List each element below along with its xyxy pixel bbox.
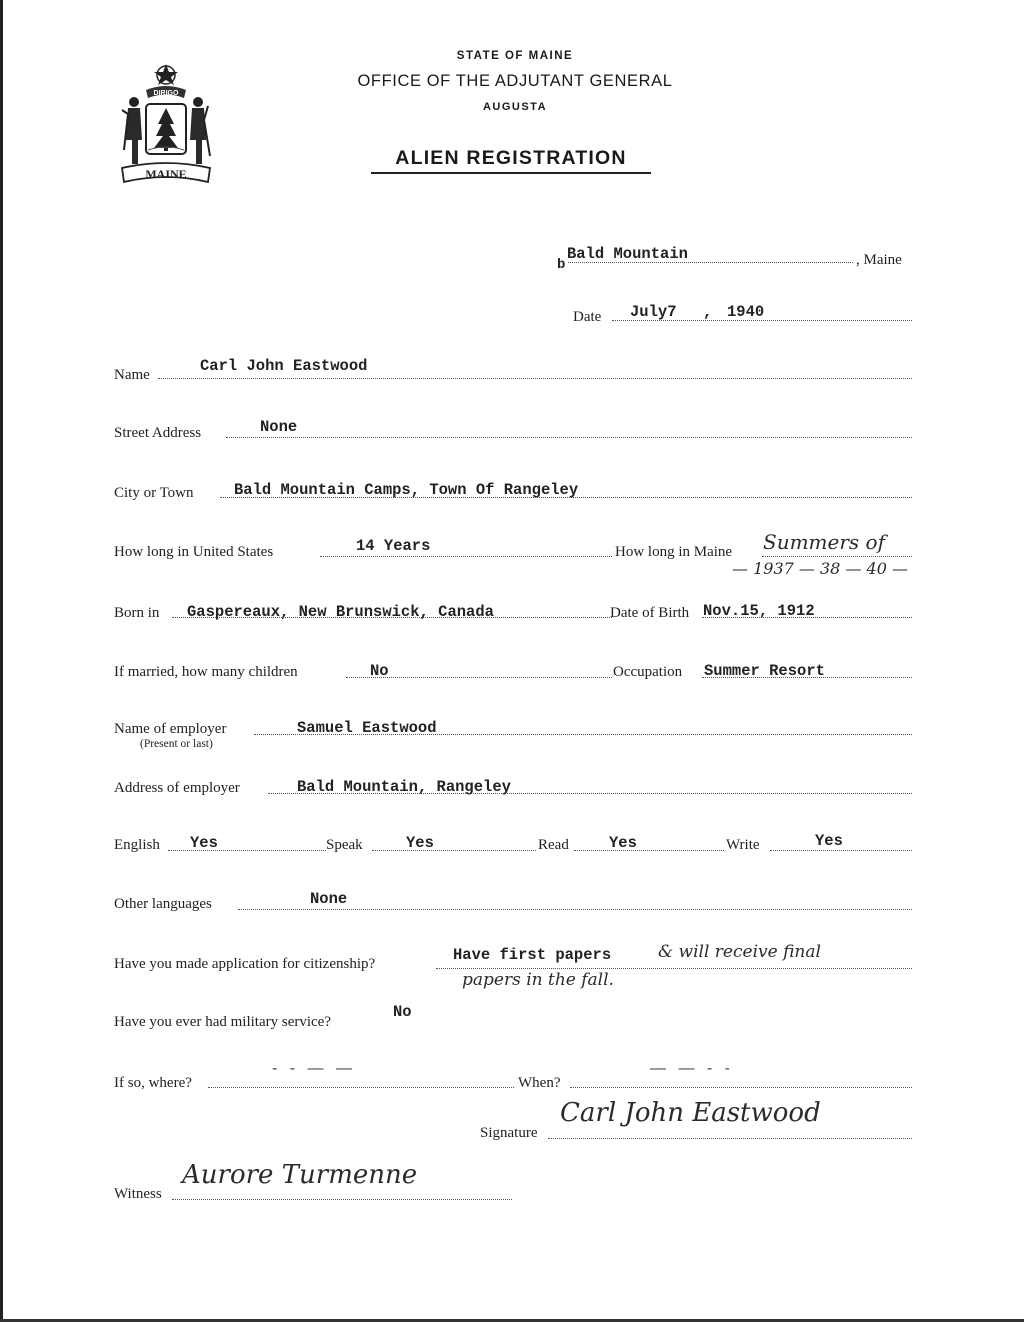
children-line xyxy=(346,677,612,678)
write-value: Yes xyxy=(815,832,843,850)
citizenship-handwritten-line2: papers in the fall. xyxy=(462,970,614,990)
when-label: When? xyxy=(518,1075,561,1091)
header-office: OFFICE OF THE ADJUTANT GENERAL xyxy=(357,72,673,90)
when-line xyxy=(570,1087,912,1088)
how-long-us-value: 14 Years xyxy=(356,537,431,555)
street-address-label: Street Address xyxy=(114,425,202,441)
write-line xyxy=(770,850,912,851)
if-so-where-value: - - — — xyxy=(272,1060,356,1077)
city-value: Bald Mountain Camps, Town Of Rangeley xyxy=(234,481,579,499)
employer-line xyxy=(254,734,912,735)
speak-value: Yes xyxy=(406,834,434,852)
date-of-birth-value: Nov.15, 1912 xyxy=(703,602,815,620)
occupation-line xyxy=(702,677,912,678)
citizenship-label: Have you made application for citizenship? xyxy=(114,956,376,972)
city-label: City or Town xyxy=(114,485,194,501)
if-so-where-line xyxy=(208,1087,514,1088)
place-prefix-mark: b xyxy=(557,257,566,273)
citizenship-line xyxy=(436,968,912,969)
born-in-value: Gaspereaux, New Brunswick, Canada xyxy=(187,603,494,621)
street-address-line xyxy=(226,437,912,438)
citizenship-typed-value: Have first papers xyxy=(453,946,612,964)
how-long-us-label: How long in United States xyxy=(114,544,274,560)
date-of-birth-label: Date of Birth xyxy=(610,605,690,621)
date-label: Date xyxy=(573,309,602,325)
name-line xyxy=(158,378,912,379)
military-label: Have you ever had military service? xyxy=(114,1014,331,1030)
header-state: STATE OF MAINE xyxy=(456,50,574,62)
speak-line xyxy=(372,850,536,851)
employer-value: Samuel Eastwood xyxy=(297,719,437,737)
read-label: Read xyxy=(538,837,569,853)
date-line xyxy=(612,320,912,321)
name-label: Name xyxy=(114,367,150,383)
read-value: Yes xyxy=(609,834,637,852)
how-long-maine-label: How long in Maine xyxy=(615,544,733,560)
witness-line xyxy=(172,1199,512,1200)
signature-label: Signature xyxy=(480,1125,538,1141)
if-so-where-label: If so, where? xyxy=(114,1075,192,1091)
date-separator: , xyxy=(703,303,713,321)
english-line xyxy=(168,850,326,851)
read-line xyxy=(574,850,724,851)
other-languages-value: None xyxy=(310,890,348,908)
how-long-us-line xyxy=(320,556,612,557)
born-in-line xyxy=(172,617,612,618)
employer-address-value: Bald Mountain, Rangeley xyxy=(297,778,511,796)
name-value: Carl John Eastwood xyxy=(200,357,368,375)
employer-label: Name of employer xyxy=(114,721,227,737)
children-value: No xyxy=(370,662,389,680)
born-in-label: Born in xyxy=(114,605,160,621)
military-value: No xyxy=(393,1003,412,1021)
children-label: If married, how many children xyxy=(114,664,298,680)
how-long-maine-value-line1: Summers of xyxy=(763,530,885,554)
english-value: Yes xyxy=(190,834,218,852)
english-label: English xyxy=(114,837,160,853)
date-month-day-value: July7 xyxy=(630,303,677,321)
occupation-label: Occupation xyxy=(613,664,683,680)
scan-edge-left xyxy=(0,0,3,1322)
form-title: ALIEN REGISTRATION xyxy=(371,147,651,174)
city-line xyxy=(220,497,912,498)
how-long-maine-value-line2: — 1937 — 38 — 40 — xyxy=(732,559,908,578)
occupation-value: Summer Resort xyxy=(704,662,825,680)
employer-address-label: Address of employer xyxy=(114,780,240,796)
date-year-value: 1940 xyxy=(727,303,765,321)
street-address-value: None xyxy=(260,418,298,436)
date-of-birth-line xyxy=(702,617,912,618)
when-value: — — - - xyxy=(650,1060,734,1077)
place-line xyxy=(568,262,853,263)
signature-value: Carl John Eastwood xyxy=(560,1098,821,1128)
svg-text:DIRIGO: DIRIGO xyxy=(153,90,179,97)
place-suffix-label: , Maine xyxy=(856,252,902,268)
signature-line xyxy=(548,1138,912,1139)
witness-value: Aurore Turmenne xyxy=(182,1160,418,1190)
employer-address-line xyxy=(268,793,912,794)
how-long-maine-line xyxy=(762,556,912,557)
other-languages-line xyxy=(238,909,912,910)
employer-note: (Present or last) xyxy=(140,738,213,750)
speak-label: Speak xyxy=(326,837,363,853)
write-label: Write xyxy=(726,837,760,853)
svg-text:MAINE: MAINE xyxy=(145,167,187,181)
witness-label: Witness xyxy=(114,1186,162,1202)
citizenship-handwritten-line1: & will receive final xyxy=(658,942,821,962)
header-city: AUGUSTA xyxy=(482,101,548,113)
other-languages-label: Other languages xyxy=(114,896,212,912)
place-value: Bald Mountain xyxy=(567,245,688,263)
maine-state-seal-icon xyxy=(112,60,220,192)
